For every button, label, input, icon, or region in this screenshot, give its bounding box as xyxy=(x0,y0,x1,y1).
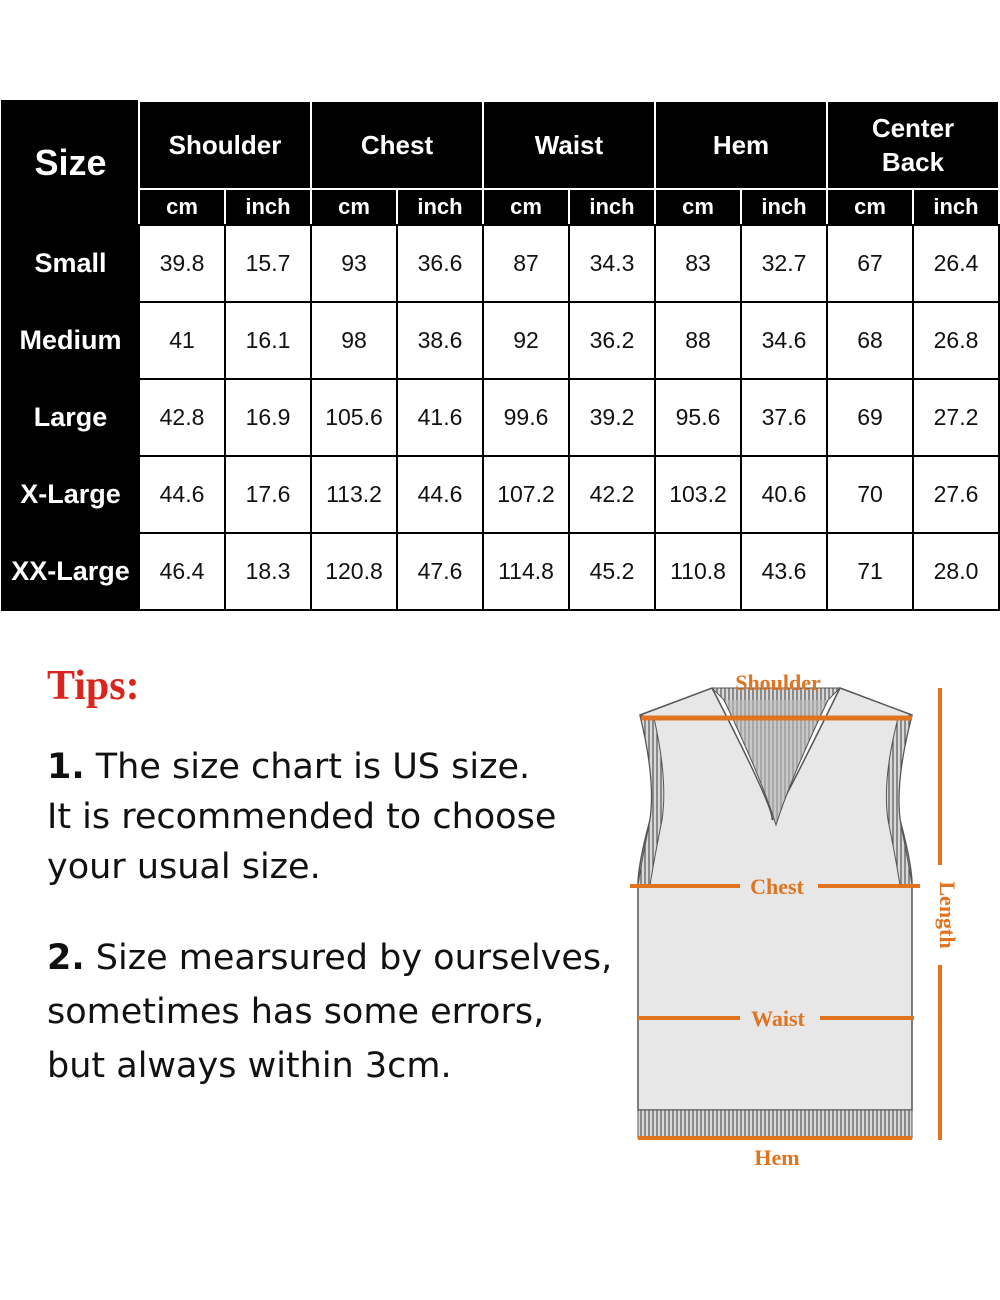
table-cell: 32.7 xyxy=(741,225,827,302)
table-cell: 42.2 xyxy=(569,456,655,533)
unit-cell: cm xyxy=(311,189,397,225)
table-cell: 16.1 xyxy=(225,302,311,379)
table-cell: 27.6 xyxy=(913,456,999,533)
table-cell: 34.6 xyxy=(741,302,827,379)
table-cell: 41.6 xyxy=(397,379,483,456)
table-cell: 69 xyxy=(827,379,913,456)
tip-number: 2. xyxy=(47,938,85,978)
table-cell: 120.8 xyxy=(311,533,397,610)
table-cell: 107.2 xyxy=(483,456,569,533)
table-cell: 67 xyxy=(827,225,913,302)
table-cell: 105.6 xyxy=(311,379,397,456)
table-cell: 37.6 xyxy=(741,379,827,456)
table-cell: 83 xyxy=(655,225,741,302)
row-size-label: Medium xyxy=(2,302,139,379)
tip-text: It is recommended to choose xyxy=(47,797,557,837)
table-cell: 18.3 xyxy=(225,533,311,610)
table-cell: 26.8 xyxy=(913,302,999,379)
table-cell: 15.7 xyxy=(225,225,311,302)
tip-number: 1. xyxy=(47,747,85,787)
table-cell: 70 xyxy=(827,456,913,533)
header-center-back xyxy=(827,101,999,189)
table-cell: 17.6 xyxy=(225,456,311,533)
table-cell: 44.6 xyxy=(397,456,483,533)
tip-1 xyxy=(47,742,556,892)
header-chest xyxy=(311,101,483,189)
table-cell: 98 xyxy=(311,302,397,379)
label-shoulder: Shoulder xyxy=(735,670,821,695)
table-cell: 38.6 xyxy=(397,302,483,379)
label-chest: Chest xyxy=(750,874,804,899)
unit-cell: inch xyxy=(913,189,999,225)
tips-title: Tips: xyxy=(47,663,140,709)
unit-cell: cm xyxy=(655,189,741,225)
label-waist: Waist xyxy=(751,1006,805,1031)
table-cell: 99.6 xyxy=(483,379,569,456)
table-cell: 42.8 xyxy=(139,379,225,456)
tip-text: sometimes has some errors, xyxy=(47,992,545,1032)
unit-cell: inch xyxy=(741,189,827,225)
table-row xyxy=(2,225,999,302)
table-cell: 68 xyxy=(827,302,913,379)
table-cell: 113.2 xyxy=(311,456,397,533)
header-label: Hem xyxy=(712,130,770,160)
table-cell: 46.4 xyxy=(139,533,225,610)
table-row xyxy=(2,533,999,610)
table-cell: 114.8 xyxy=(483,533,569,610)
unit-cell: cm xyxy=(483,189,569,225)
unit-header-row xyxy=(2,189,999,225)
size-chart-table xyxy=(1,100,1000,611)
table-row xyxy=(2,302,999,379)
group-header-row xyxy=(2,101,999,189)
label-hem: Hem xyxy=(754,1145,800,1170)
table-cell: 16.9 xyxy=(225,379,311,456)
table-cell: 39.2 xyxy=(569,379,655,456)
unit-cell: inch xyxy=(569,189,655,225)
table-cell: 27.2 xyxy=(913,379,999,456)
header-label: Waist xyxy=(534,130,604,160)
table-cell: 87 xyxy=(483,225,569,302)
table-row xyxy=(2,379,999,456)
row-size-label: Small xyxy=(2,225,139,302)
unit-cell: inch xyxy=(397,189,483,225)
vest-hem-rib xyxy=(638,1110,912,1138)
table-row xyxy=(2,456,999,533)
tip-text: but always within 3cm. xyxy=(47,1046,452,1086)
size-header: Size xyxy=(2,101,139,225)
table-cell: 36.2 xyxy=(569,302,655,379)
row-size-label: XX-Large xyxy=(2,533,139,610)
table-cell: 43.6 xyxy=(741,533,827,610)
table-cell: 41 xyxy=(139,302,225,379)
table-cell: 36.6 xyxy=(397,225,483,302)
row-size-label: X-Large xyxy=(2,456,139,533)
header-hem xyxy=(655,101,827,189)
row-size-label: Large xyxy=(2,379,139,456)
unit-cell: cm xyxy=(139,189,225,225)
table-cell: 110.8 xyxy=(655,533,741,610)
header-waist xyxy=(483,101,655,189)
vest-measurement-diagram xyxy=(620,660,960,1180)
header-shoulder xyxy=(139,101,311,189)
table-cell: 34.3 xyxy=(569,225,655,302)
table-cell: 26.4 xyxy=(913,225,999,302)
table-cell: 93 xyxy=(311,225,397,302)
header-label: Chest xyxy=(360,130,434,160)
table-cell: 44.6 xyxy=(139,456,225,533)
unit-cell: inch xyxy=(225,189,311,225)
unit-cell: cm xyxy=(827,189,913,225)
table-cell: 103.2 xyxy=(655,456,741,533)
label-length: Length xyxy=(935,881,960,949)
table-cell: 45.2 xyxy=(569,533,655,610)
tip-text: your usual size. xyxy=(47,847,321,887)
table-cell: 39.8 xyxy=(139,225,225,302)
table-cell: 92 xyxy=(483,302,569,379)
table-cell: 88 xyxy=(655,302,741,379)
header-label: Shoulder xyxy=(168,130,282,160)
tip-text: Size mearsured by ourselves, xyxy=(84,938,613,978)
table-cell: 95.6 xyxy=(655,379,741,456)
header-label: Back xyxy=(881,147,945,177)
header-label: Center xyxy=(871,113,955,143)
tip-text: The size chart is US size. xyxy=(84,747,531,787)
table-cell: 71 xyxy=(827,533,913,610)
table-cell: 28.0 xyxy=(913,533,999,610)
tip-2 xyxy=(47,931,612,1093)
table-cell: 47.6 xyxy=(397,533,483,610)
table-cell: 40.6 xyxy=(741,456,827,533)
